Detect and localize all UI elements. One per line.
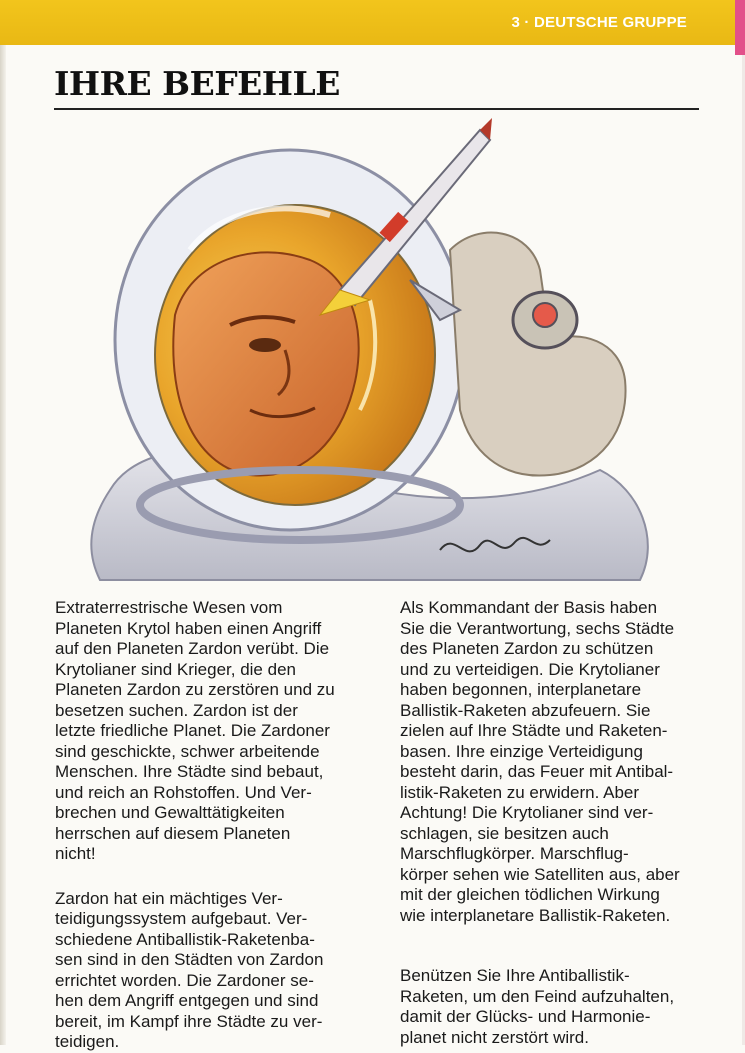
section-label: 3 · DEUTSCHE GRUPPE <box>511 14 687 31</box>
right-text-column <box>400 598 710 1048</box>
page-left-edge <box>0 0 6 1045</box>
glove <box>450 233 626 476</box>
left-paragraph-2: Zardon hat ein mächtiges Ver- teidigungssystem aufgebaut. Ver- schiedene Antiballistik-Raketenba- sen sind in den Städten von Zardon errichtet worden. Die Zardoner se- hen dem Angriff entgegen und sind bereit, im Kampf ihre Städte zu ver- teidigen. <box>55 888 324 1051</box>
page-title: IHRE BEFEHLE <box>54 64 340 103</box>
right-paragraph-1: Als Kommandant der Basis haben Sie die Verantwortung, sechs Städte des Planeten Zardon zu schützen und zu verteidigen. Die Krytolianer haben begonnen, interplanetare Ballistik-Raketen abzufeuern. Sie zielen auf Ihre Städte und Raketen- basen. Ihre einzige Verteidigung besteht darin, das Feuer mit Antibal- listik-Raketen zu erwidern. Aber Achtung! Die Krytolianer sind ver- schlagen, sie besitzen auch Marschflugkörper. Marschflug- körper sehen wie Satelliten aus, aber mit der gleichen tödlichen Wirkung wie interplanetare Ballistik-Raketen. <box>400 598 680 925</box>
header-band <box>0 0 735 45</box>
left-paragraph-1: Extraterrestrische Wesen vom Planeten Krytol haben einen Angriff auf den Planeten Zardon verübt. Die Krytolianer sind Krieger, die den Planeten Zardon zu zerstören und zu besetzen suchen. Zardon ist der letzte friedliche Planet. Die Zardoner sind geschickte, schwer arbeitende Menschen. Ihre Städte sind bebaut, und reich an Rohstoffen. Und Ver- brechen und Gewalttätigkeiten herrschen auf diesem Planeten nicht! <box>55 598 335 863</box>
pink-edge-marker <box>735 0 745 55</box>
left-text-column <box>55 598 385 1053</box>
right-paragraph-2: Benützen Sie Ihre Antiballistik- Raketen, um den Feind aufzuhalten, damit der Glücks- und Harmonie- planet nicht zerstört wird. <box>400 966 675 1047</box>
astronaut-illustration <box>80 110 680 585</box>
